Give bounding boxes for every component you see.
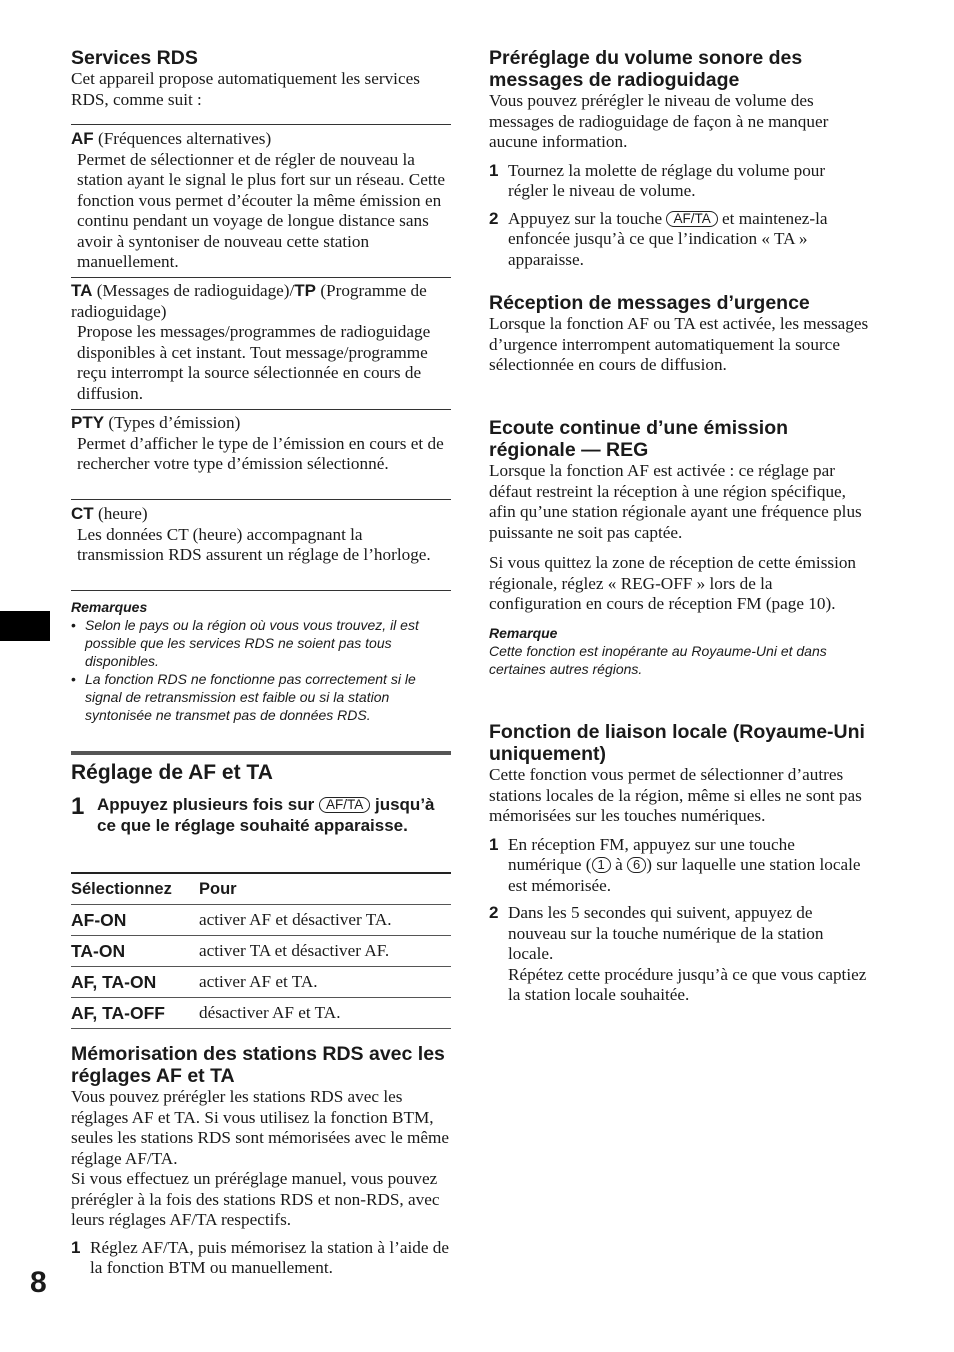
reg-note: Cette fonction est inopérante au Royaume-Uni et dans certaines autres régions. [489,642,827,677]
memo-step-text: Réglez AF/TA, puis mémorisez la station à l’aide de la fonction BTM ou manuellement. [90,1237,449,1277]
table-cell-desc: activer AF et désactiver TA. [199,905,451,936]
number-key-6: 6 [627,857,646,873]
local-step-2-extra: Répétez cette procédure jusqu’à ce que vous captiez la station locale souhaitée. [508,964,867,1004]
term-pty-desc: (Types d’émission) [104,413,241,432]
rds-bottom-rule [71,590,451,591]
rds-intro: Cet appareil propose automatiquement les services RDS, comme suit : [71,69,420,109]
table-header-cell: Pour [199,873,451,905]
rds-ct-body: Les données CT (heure) accompagnant la transmission RDS assurent un réglage de l’horloge. [77,524,431,564]
memo-p1: Vous pouvez prérégler les stations RDS avec les réglages AF et TA. Si vous utilisez la fonction BTM, seules les stations RDS sont mémorisées avec le même réglage AF/TA. [71,1087,450,1168]
volume-step-2-a: Appuyez sur la touche [508,208,667,228]
note-item: • La fonction RDS ne fonctionne pas correctement si le signal de retransmission est faible ou si la station syntonisée ne transmet pas de données RDS. [71,670,446,724]
volume-step-1-text: Tournez la molette de réglage du volume pour régler le niveau de volume. [508,160,826,200]
term-ta: TA [71,281,93,300]
af-ta-section [71,751,451,785]
local-section [489,721,869,1006]
urgence-title: Réception de messages d’urgence [489,292,810,314]
volume-step-1-number: 1 [489,160,499,180]
af-ta-key: AF/TA [666,211,717,227]
af-ta-key: AF/TA [319,797,370,813]
term-af-desc: (Fréquences alternatives) [93,129,272,148]
rds-ta-body: Propose les messages/programmes de radioguidage disponibles à cet instant. Tout message/programme reçu interrompt la source sélectionnée en cours de diffusion. [77,322,431,403]
af-ta-step-number: 1 [71,793,85,820]
memo-section [71,1043,451,1279]
local-step-1-a: En réception FM, appuyez sur une touche numérique ( [508,834,795,874]
volume-step-2-b: et maintenez-la enfoncée jusqu’à ce que l’indication « TA » apparaisse. [508,208,828,269]
af-ta-title: Réglage de AF et TA [71,761,273,784]
local-step-2-number: 2 [489,903,499,922]
rds-item-ct [71,499,451,566]
table-row [71,967,451,998]
volume-step-1 [489,161,869,202]
memo-step-number: 1 [71,1237,81,1257]
reg-p2: Si vous quittez la zone de réception de cette émission régionale, réglez « REG-OFF » lors de la configuration en cours de réception FM (page 10). [489,553,857,613]
term-af: AF [71,129,94,148]
term-tp-desc: (Programme de radioguidage) [71,281,427,321]
af-ta-step-b: jusqu’à ce que le réglage souhaité apparaisse. [97,795,435,835]
local-step-2-text: Dans les 5 secondes qui suivent, appuyez de nouveau sur la touche numérique de la station locale. [508,903,824,963]
table-header-row [71,873,451,905]
table-cell-desc: activer TA et désactiver AF. [199,936,451,967]
af-ta-step-a: Appuyez plusieurs fois sur [97,795,319,814]
term-ct: CT [71,504,94,523]
table-cell-option: AF, TA-OFF [71,998,199,1029]
table-cell-desc: désactiver AF et TA. [199,998,451,1029]
rds-pty-body: Permet d’afficher le type de l’émission en cours et de rechercher votre type d’émission sélectionné. [77,433,444,473]
notes-title: Remarques [71,599,148,615]
volume-step-2 [489,209,869,271]
memo-step [71,1238,451,1279]
table-cell-option: AF, TA-ON [71,967,199,998]
table-row [71,936,451,967]
rds-section [71,47,451,110]
rds-item-pty [71,409,451,475]
af-ta-table [71,872,451,1029]
memo-p2: Si vous effectuez un préréglage manuel, vous pouvez prérégler à la fois des stations RDS et non-RDS, avec leurs réglages AF/TA respectifs. [71,1169,440,1229]
term-tp: TP [294,281,317,300]
rds-notes [71,599,446,724]
memo-title: Mémorisation des stations RDS avec les réglages AF et TA [71,1043,445,1087]
term-ct-desc: (heure) [93,504,148,523]
number-key-1: 1 [592,857,611,873]
table-row [71,905,451,936]
volume-section [489,47,869,270]
rds-title: Services RDS [71,47,198,69]
term-ta-desc: (Messages de radioguidage)/ [92,281,295,300]
af-ta-step [71,795,451,836]
rds-item-ta-tp [71,277,451,404]
rds-af-body: Permet de sélectionner et de régler de nouveau la station ayant le signal le plus fort sur un réseau. Cette fonction vous permet d’écouter la même émission en continu pendant un voyage de longue distance sans avoir à syntoniser de nouveau cette station manuellement. [77,149,446,271]
section-tab-marker [0,611,50,641]
af-ta-step-text [71,795,451,836]
table-cell-desc: activer AF et TA. [199,967,451,998]
urgence-section [489,292,869,376]
urgence-body: Lorsque la fonction AF ou TA est activée, les messages d’urgence interrompent automatiquement la source sélectionnée en cours de diffusion. [489,314,869,374]
local-title: Fonction de liaison locale (Royaume-Uni uniquement) [489,721,865,765]
term-pty: PTY [71,413,105,432]
table-cell-option: TA-ON [71,936,199,967]
local-step-1-b: ) sur laquelle une station locale est mémorisée. [508,855,861,895]
local-intro: Cette fonction vous permet de sélectionner d’autres stations locales de la région, même si elles ne sont pas mémorisées sur les touches numériques. [489,765,862,825]
local-step-1-number: 1 [489,834,499,854]
volume-intro: Vous pouvez prérégler le niveau de volume des messages de radioguidage de façon à ne manquer aucune information. [489,91,829,151]
rds-item-af [71,124,451,273]
reg-section [489,417,869,678]
page-number: 8 [30,1266,47,1299]
table-row [71,998,451,1029]
volume-title: Préréglage du volume sonore des messages de radioguidage [489,47,803,91]
table-header-cell: Sélectionnez [71,873,199,905]
table-cell-option: AF-ON [71,905,199,936]
note-item: • Selon le pays ou la région où vous vous trouvez, il est possible que les services RDS ne soient pas tous disponibles. [71,616,446,670]
local-step-1 [489,835,869,897]
volume-step-2-number: 2 [489,208,499,228]
local-step-1-mid: à [610,855,627,874]
reg-title: Ecoute continue d’une émission régionale — REG [489,417,789,461]
reg-p1: Lorsque la fonction AF est activée : ce réglage par défaut restreint la réception à une région spécifique, afin qu’une station régionale ayant une fréquence plus puissante ne soit pas captée. [489,461,862,542]
local-step-2 [489,903,869,1006]
reg-note-title: Remarque [489,624,558,641]
